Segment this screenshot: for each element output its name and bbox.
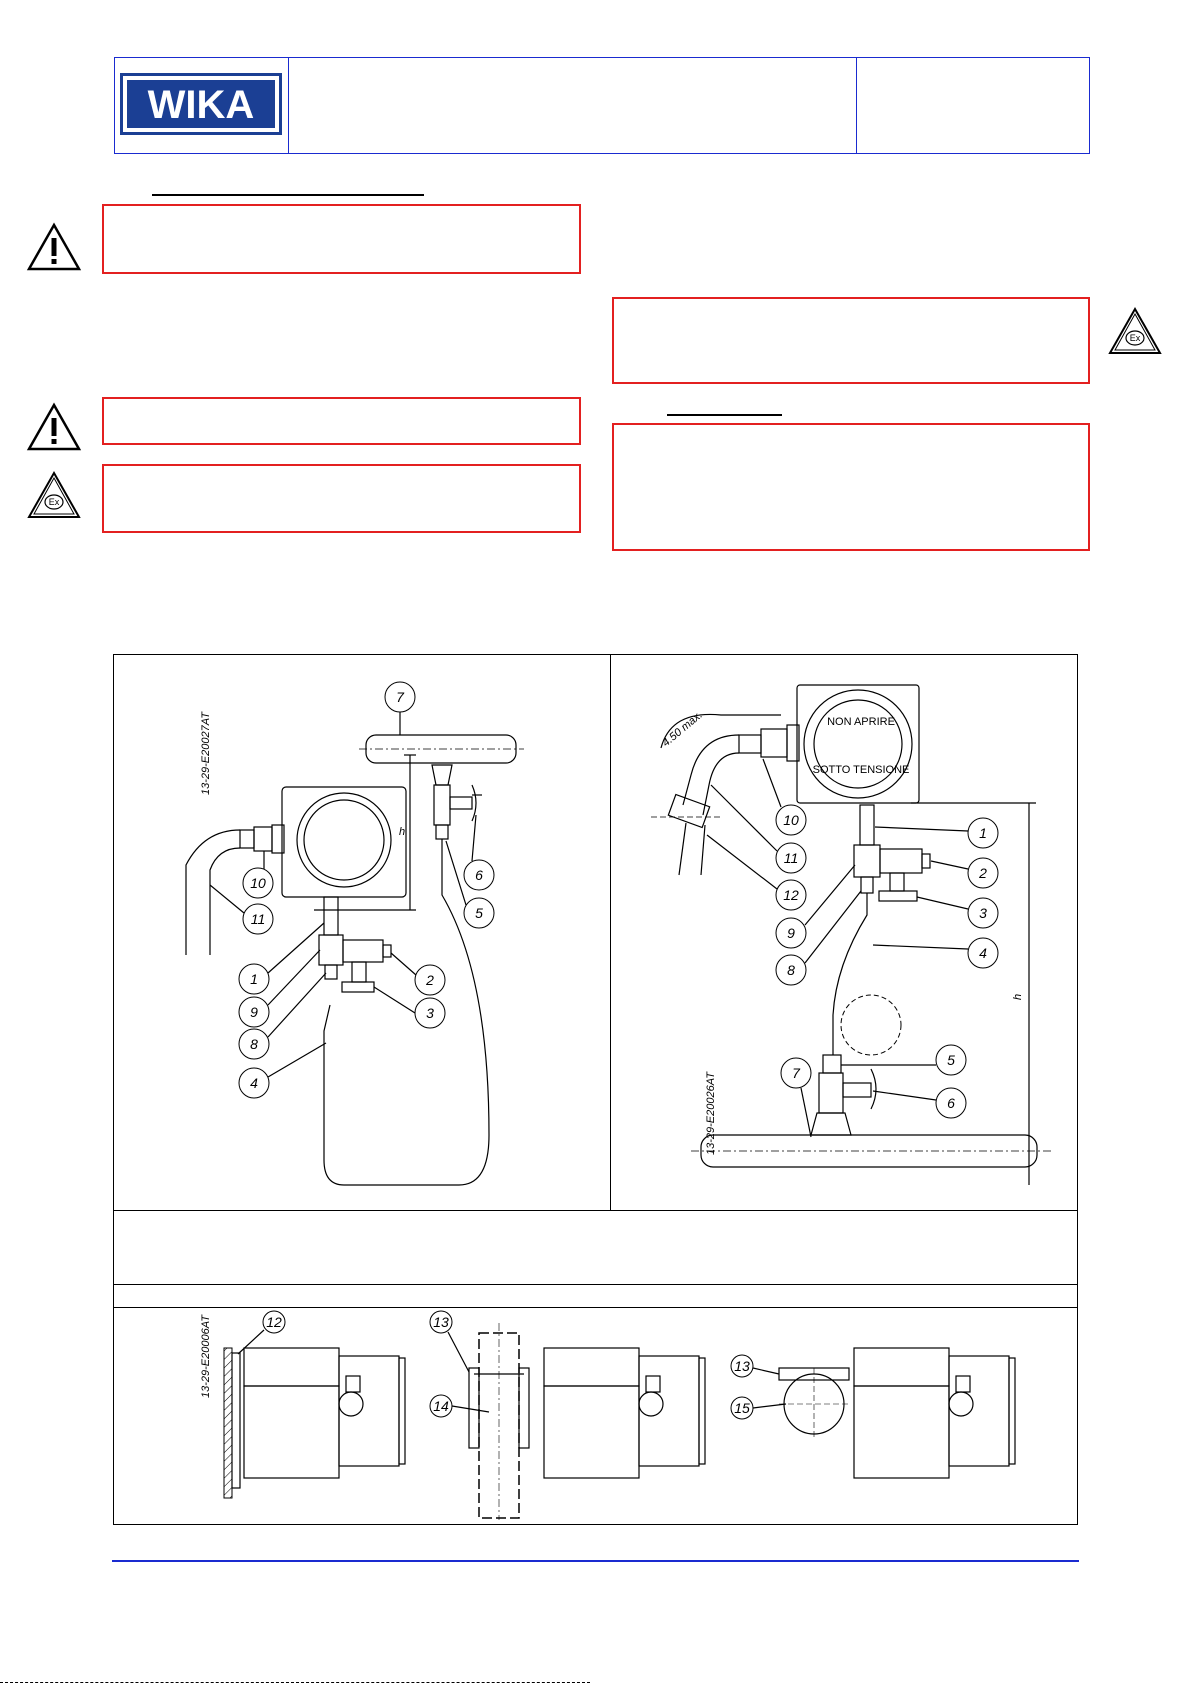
callout-12	[263, 1311, 285, 1333]
callout-10	[776, 805, 806, 835]
dimension-label: h	[1012, 993, 1024, 1000]
callout-5	[936, 1045, 966, 1075]
callout-2	[415, 965, 445, 995]
svg-text:5: 5	[947, 1052, 955, 1068]
svg-text:14: 14	[433, 1398, 449, 1414]
callout-5	[464, 898, 494, 928]
mounting-drawings	[114, 1308, 1076, 1523]
svg-text:15: 15	[734, 1400, 750, 1416]
footer-rule	[112, 1560, 1079, 1562]
svg-text:2: 2	[426, 972, 434, 988]
installation-drawing-top-left	[114, 655, 610, 1210]
svg-text:4: 4	[979, 945, 987, 961]
callout-15	[731, 1397, 753, 1419]
svg-text:10: 10	[250, 875, 266, 891]
svg-text:8: 8	[250, 1036, 258, 1052]
svg-text:13: 13	[734, 1358, 750, 1374]
callout-6	[936, 1088, 966, 1118]
drawing-code: 13-29-E20026AT	[705, 1072, 717, 1155]
subsection-title-underline	[667, 414, 782, 416]
svg-text:6: 6	[475, 867, 483, 883]
svg-text:11: 11	[250, 911, 266, 927]
callout-1	[968, 818, 998, 848]
svg-text:4: 4	[250, 1075, 258, 1091]
callout-7	[781, 1058, 811, 1088]
section-title-underline	[152, 194, 424, 196]
svg-text:5: 5	[475, 905, 483, 921]
svg-text:7: 7	[396, 689, 404, 705]
callout-3	[415, 998, 445, 1028]
callout-10	[243, 868, 273, 898]
wika-logo	[120, 73, 282, 135]
callout-13	[430, 1311, 452, 1333]
callout-9	[239, 997, 269, 1027]
callout-12	[776, 880, 806, 910]
ex-warning-box	[102, 464, 581, 533]
callout-9	[776, 918, 806, 948]
warning-triangle-icon	[26, 402, 82, 457]
callout-3	[968, 898, 998, 928]
figure-row-line	[113, 1210, 1078, 1211]
installation-drawing-top-right	[611, 655, 1077, 1210]
drawing-code: 13-29-E20027AT	[200, 712, 212, 795]
ex-hazard-icon	[26, 470, 82, 525]
warning-triangle-icon	[26, 222, 82, 277]
svg-text:12: 12	[783, 887, 799, 903]
svg-text:12: 12	[266, 1314, 282, 1330]
svg-text:8: 8	[787, 962, 795, 978]
callout-4	[968, 938, 998, 968]
svg-text:7: 7	[792, 1065, 800, 1081]
callout-6	[464, 860, 494, 890]
callout-2	[968, 858, 998, 888]
callout-11	[243, 904, 273, 934]
svg-text:1: 1	[979, 825, 987, 841]
callout-14	[430, 1395, 452, 1417]
svg-text:10: 10	[783, 812, 799, 828]
svg-text:1: 1	[250, 971, 258, 987]
footer-dashed-rule	[0, 1682, 590, 1683]
figure-row-line	[113, 1284, 1078, 1285]
header-ref-cell	[856, 57, 1090, 154]
callout-1	[239, 964, 269, 994]
drawing-code: 13-29-E20006AT	[200, 1315, 212, 1398]
angle-label: 4.50 max.	[660, 709, 705, 750]
callout-7	[385, 682, 415, 712]
svg-text:3: 3	[426, 1005, 434, 1021]
callout-8	[776, 955, 806, 985]
svg-text:3: 3	[979, 905, 987, 921]
svg-text:Ex: Ex	[1129, 333, 1141, 343]
warning-box	[102, 204, 581, 274]
logo-text: WIKA	[147, 83, 255, 127]
callout-8	[239, 1029, 269, 1059]
cover-text: NON APRIRE	[827, 716, 895, 728]
svg-text:9: 9	[250, 1004, 258, 1020]
svg-text:9: 9	[787, 925, 795, 941]
warning-box	[102, 397, 581, 445]
callout-11	[776, 843, 806, 873]
svg-text:2: 2	[979, 865, 987, 881]
ex-hazard-icon	[1107, 306, 1163, 361]
ex-warning-box	[612, 297, 1090, 384]
callout-13	[731, 1355, 753, 1377]
svg-text:13: 13	[433, 1314, 449, 1330]
svg-text:11: 11	[783, 850, 799, 866]
svg-text:6: 6	[947, 1095, 955, 1111]
warning-box	[612, 423, 1090, 551]
header-title-cell	[288, 57, 857, 154]
svg-text:Ex: Ex	[48, 497, 60, 507]
dimension-label: h	[399, 826, 406, 838]
callout-4	[239, 1068, 269, 1098]
cover-text: SOTTO TENSIONE	[812, 764, 910, 776]
